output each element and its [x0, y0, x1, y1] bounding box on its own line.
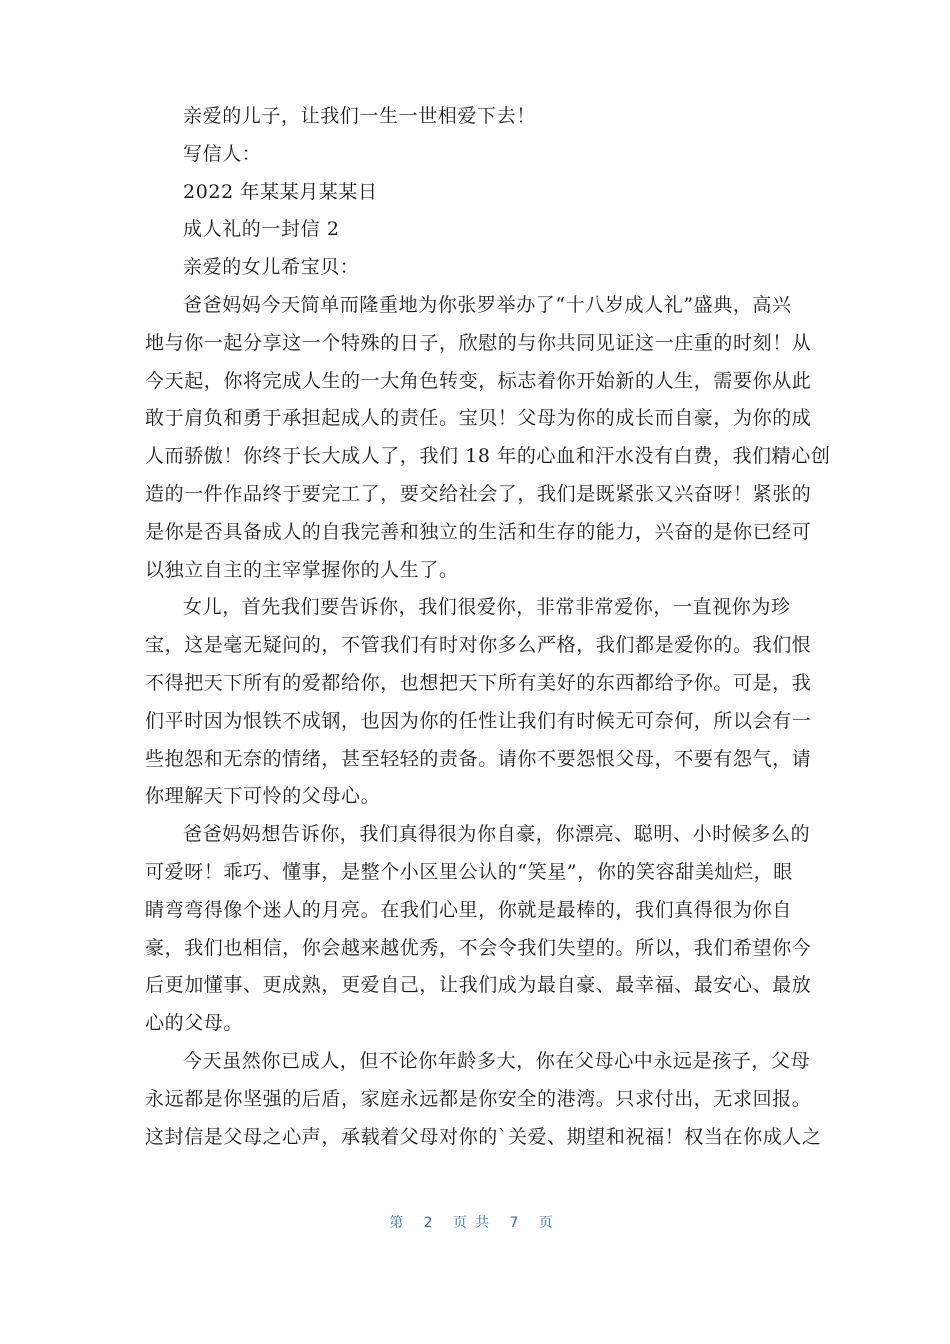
paragraph-line: 是你是否具备成人的自我完善和独立的生活和生存的能力，兴奋的是你已经可 — [145, 520, 812, 543]
paragraph-line: 今天虽然你已成人，但不论你年龄多大，你在父母心中永远是孩子，父母 — [183, 1049, 811, 1072]
paragraph-line: 心的父母。 — [145, 1012, 244, 1035]
paragraph-3 — [145, 816, 812, 1043]
paragraph-line: 宝，这是毫无疑问的，不管我们有时对你多么严格，我们都是爱你的。我们恨 — [145, 634, 812, 657]
paragraph-4 — [145, 1043, 822, 1156]
paragraph-line: 爸爸妈妈想告诉你，我们真得很为你自豪，你漂亮、聪明、小时候多么的 — [183, 823, 811, 846]
section-title: 成人礼的一封信 2 — [183, 218, 340, 241]
paragraph-line: 不得把天下所有的爱都给你，也想把天下所有美好的东西都给予你。可是，我 — [145, 671, 812, 694]
paragraph-line: 人而骄傲！你终于长大成人了，我们 18 年的心血和汗水没有白费，我们精心创 — [145, 445, 831, 468]
paragraph-line: 爸爸妈妈今天简单而隆重地为你张罗举办了“十八岁成人礼”盛典，高兴 — [183, 293, 792, 316]
paragraph-line: 女儿，首先我们要告诉你，我们很爱你，非常非常爱你，一直视你为珍 — [183, 596, 791, 619]
paragraph-1 — [145, 287, 831, 589]
paragraph-line: 你理解天下可怜的父母心。 — [145, 785, 381, 808]
letter-body — [145, 98, 831, 1156]
closing-line: 亲爱的儿子，让我们一生一世相爱下去！ — [183, 105, 536, 127]
paragraph-line: 豪，我们也相信，你会越来越优秀，不会令我们失望的。所以，我们希望你今 — [145, 936, 812, 959]
signature-label: 写信人： — [183, 142, 262, 165]
paragraph-line: 们平时因为恨铁不成钢，也因为你的任性让我们有时候无可奈何，所以会有一 — [145, 709, 812, 732]
salutation: 亲爱的女儿希宝贝： — [183, 256, 360, 279]
paragraph-line: 这封信是父母之心声，承载着父母对你的`关爱、期望和祝福！权当在你成人之 — [145, 1125, 822, 1148]
paragraph-line: 后更加懂事、更成熟，更爱自己，让我们成为最自豪、最幸福、最安心、最放 — [145, 974, 812, 997]
paragraph-line: 睛弯弯得像个迷人的月亮。在我们心里，你就是最棒的，我们真得很为你自 — [145, 898, 792, 921]
paragraph-line: 今天起，你将完成人生的一大角色转变，标志着你开始新的人生，需要你从此 — [145, 369, 812, 392]
paragraph-line: 地与你一起分享这一个特殊的日子，欣慰的与你共同见证这一庄重的时刻！从 — [145, 331, 812, 354]
paragraph-line: 些抱怨和无奈的情绪，甚至轻轻的责备。请你不要怨恨父母，不要有怨气，请 — [145, 747, 812, 770]
paragraph-line: 永远都是你坚强的后盾，家庭永远都是你安全的港湾。只求付出，无求回报。 — [145, 1087, 812, 1110]
paragraph-line: 敢于肩负和勇于承担起成人的责任。宝贝！父母为你的成长而自豪，为你的成 — [145, 407, 812, 430]
paragraph-line: 造的一件作品终于要完工了，要交给社会了，我们是既紧张又兴奋呀！紧张的 — [145, 482, 812, 505]
page-number-footer: 第 2 页共 7 页 — [389, 1215, 561, 1231]
paragraph-2 — [145, 589, 812, 816]
paragraph-line: 可爱呀！乖巧、懂事，是整个小区里公认的“笑星”，你的笑容甜美灿烂，眼 — [145, 860, 793, 883]
date-line: 2022 年某某月某某日 — [183, 180, 378, 203]
paragraph-line: 以独立自主的主宰掌握你的人生了。 — [145, 558, 459, 581]
